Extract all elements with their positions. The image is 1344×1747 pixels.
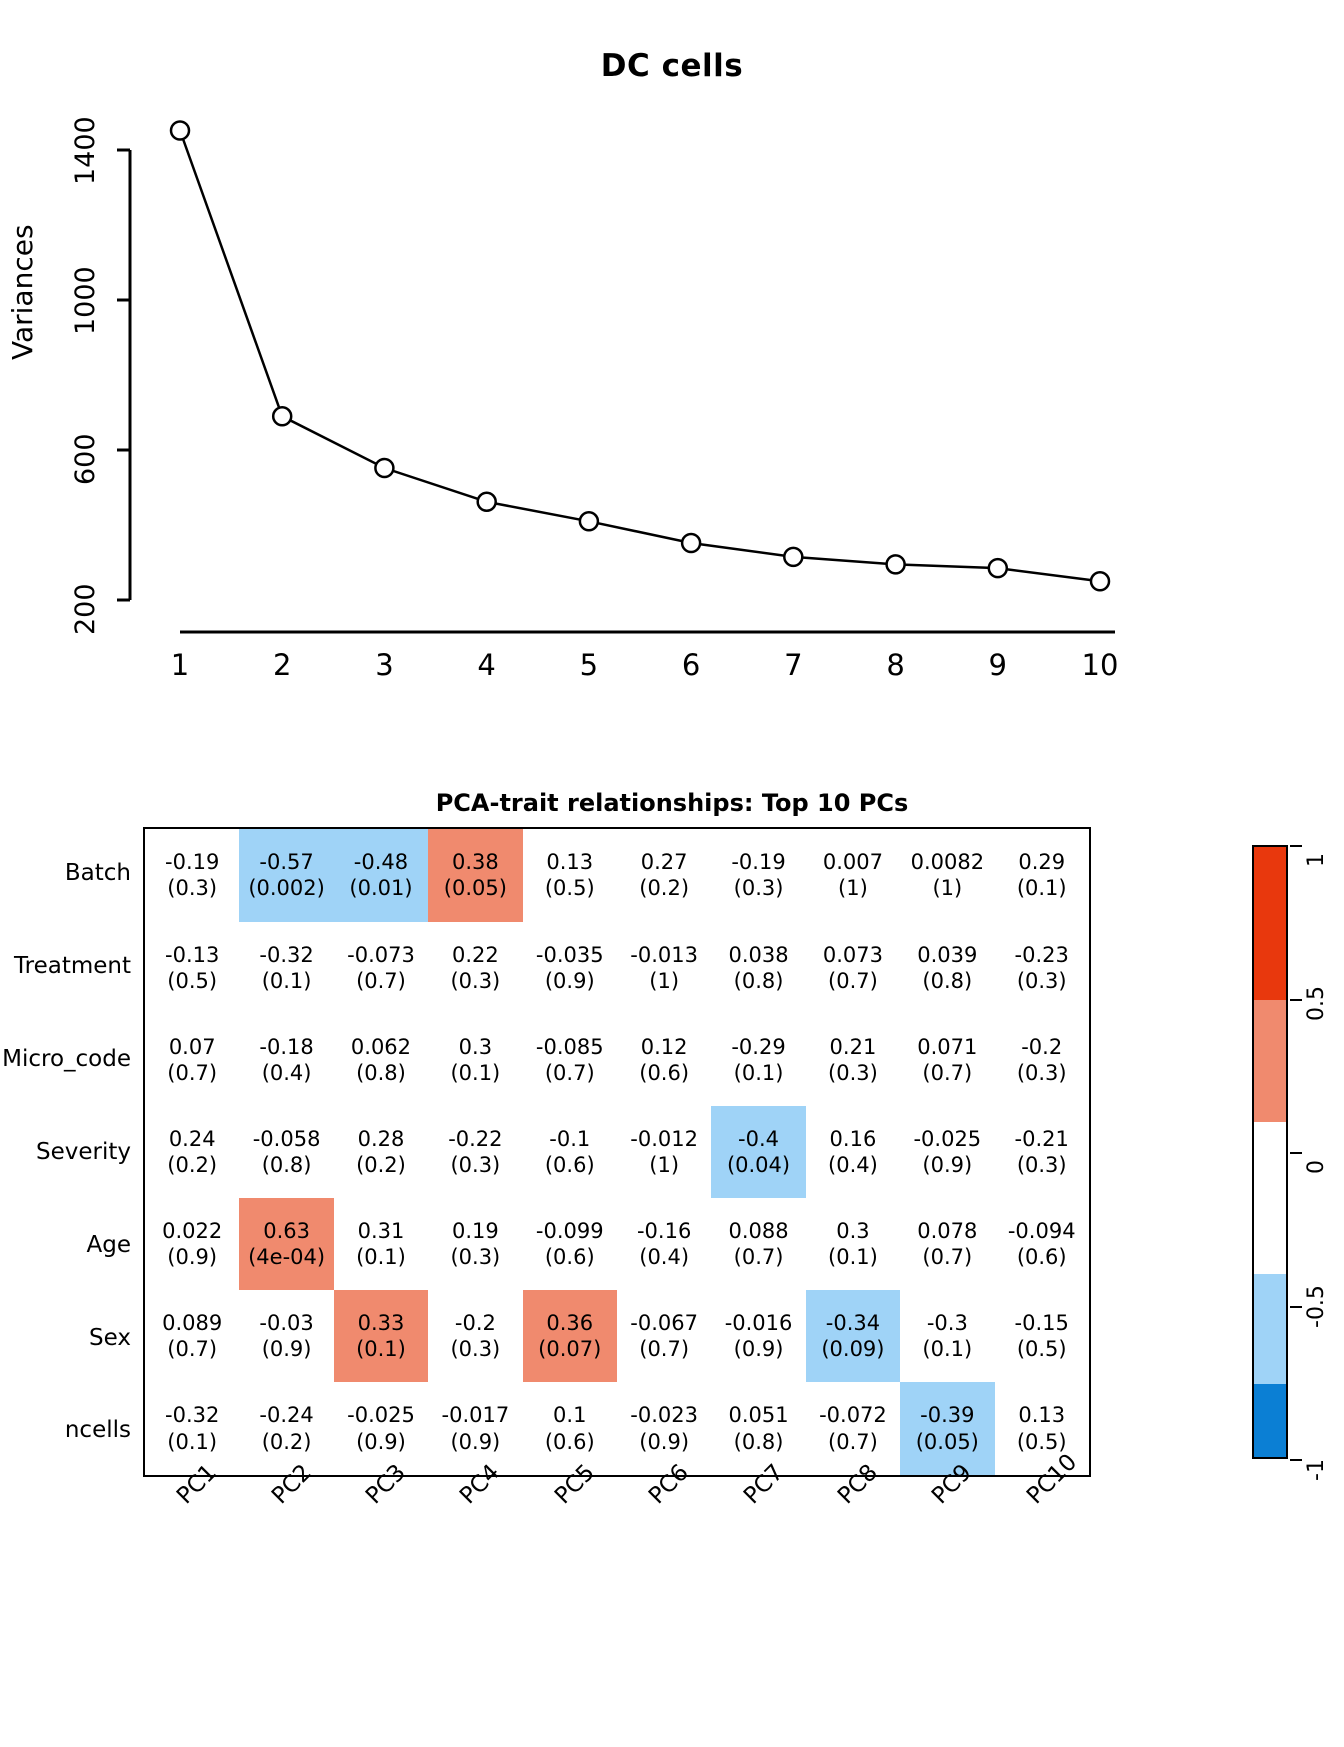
scree-x-tick-label: 2 — [272, 648, 292, 682]
scree-point — [784, 548, 802, 566]
heatmap-cell — [900, 1198, 994, 1290]
heatmap-cell-pvalue: (0.8) — [356, 1060, 406, 1085]
legend-tick-label: -1 — [1304, 1459, 1329, 1481]
heatmap-cell-correlation: -0.4 — [738, 1126, 780, 1151]
heatmap-cell-pvalue: (0.05) — [443, 876, 507, 901]
heatmap-cell-pvalue: (0.1) — [261, 968, 312, 993]
heatmap-column-label: PC5 — [549, 1459, 600, 1510]
heatmap-grid — [143, 827, 1091, 1477]
scree-point — [989, 559, 1007, 577]
heatmap-cell-pvalue: (0.1) — [450, 1060, 501, 1085]
heatmap-cell — [995, 828, 1090, 922]
heatmap-cell — [617, 1106, 711, 1198]
heatmap-cell-correlation: 0.071 — [917, 1034, 978, 1059]
heatmap-cell-correlation: 0.13 — [1018, 1403, 1066, 1428]
heatmap-cell-pvalue: (0.1) — [356, 1337, 406, 1362]
heatmap-cell-pvalue: (0.8) — [261, 1152, 312, 1177]
heatmap-cell-pvalue: (0.3) — [1016, 968, 1067, 993]
heatmap-cell — [239, 1014, 333, 1106]
heatmap-cell — [617, 1014, 711, 1106]
heatmap-cell — [806, 1014, 900, 1106]
heatmap-cell — [711, 1106, 805, 1198]
heatmap-cell-correlation: 0.27 — [640, 850, 688, 875]
heatmap-cell-correlation: -0.16 — [636, 1218, 692, 1243]
legend-seg-strong-red — [1254, 847, 1286, 1000]
heatmap-cell-correlation: 0.073 — [822, 942, 883, 967]
scree-point — [682, 534, 700, 552]
scree-point — [171, 122, 189, 140]
heatmap-cell-pvalue: (0.04) — [726, 1152, 791, 1177]
scree-x-tick-label: 7 — [784, 648, 803, 682]
heatmap-cell-pvalue: (0.7) — [922, 1245, 973, 1270]
heatmap-cell-pvalue: (0.09) — [821, 1337, 885, 1362]
heatmap-row — [144, 922, 1090, 1014]
heatmap-cell — [239, 1290, 333, 1382]
legend-tick-label: -0.5 — [1304, 1284, 1329, 1328]
heatmap-cell-correlation: -0.23 — [1014, 942, 1069, 967]
heatmap-row-label: Treatment — [13, 953, 131, 980]
scree-y-axis-label: Variances — [6, 224, 39, 360]
heatmap-cell — [900, 922, 994, 1014]
heatmap-cell-pvalue: (0.3) — [450, 1152, 501, 1177]
heatmap-row — [144, 1014, 1090, 1106]
heatmap-cell-correlation: 0.062 — [350, 1034, 412, 1059]
heatmap-cell-correlation: 0.007 — [822, 850, 883, 875]
heatmap-row — [144, 828, 1090, 922]
heatmap-cell-pvalue: (0.3) — [733, 876, 784, 901]
heatmap-cell-correlation: -0.085 — [535, 1034, 604, 1059]
heatmap-cell-correlation: -0.2 — [1021, 1034, 1063, 1059]
heatmap-cell-correlation: 0.28 — [357, 1126, 405, 1151]
heatmap-cell-pvalue: (0.7) — [639, 1337, 690, 1362]
heatmap-cell — [617, 922, 711, 1014]
heatmap-cell — [617, 1290, 711, 1382]
heatmap-column-label: PC10 — [1021, 1449, 1083, 1510]
heatmap-cell — [523, 1198, 617, 1290]
heatmap-column-label: PC8 — [833, 1459, 883, 1510]
heatmap-cell-correlation: -0.035 — [535, 942, 604, 967]
heatmap-cell-correlation: 0.078 — [917, 1218, 978, 1243]
heatmap-cell — [617, 1382, 711, 1476]
heatmap-cell — [144, 1198, 239, 1290]
heatmap — [2, 827, 1329, 1510]
heatmap-cell-pvalue: (0.1) — [733, 1060, 784, 1085]
heatmap-cell — [806, 1290, 900, 1382]
heatmap-column-label: PC6 — [644, 1459, 695, 1510]
heatmap-cell-correlation: -0.15 — [1014, 1310, 1069, 1335]
heatmap-cell-pvalue: (0.8) — [733, 968, 784, 993]
heatmap-cell-correlation: -0.3 — [926, 1310, 968, 1335]
heatmap-row — [144, 1382, 1090, 1476]
heatmap-cell — [428, 1382, 522, 1476]
heatmap-cell — [806, 1106, 900, 1198]
scree-point — [273, 407, 291, 425]
heatmap-row-label: Severity — [36, 1138, 131, 1165]
heatmap-cell-correlation: 0.3 — [836, 1218, 870, 1243]
heatmap-cell-correlation: 0.16 — [829, 1126, 877, 1151]
heatmap-cell — [144, 922, 239, 1014]
heatmap-cell-correlation: -0.24 — [259, 1403, 314, 1428]
heatmap-cell — [711, 1290, 805, 1382]
scree-x-tick-label: 1 — [170, 648, 190, 682]
heatmap-cell — [711, 1198, 805, 1290]
heatmap-cell-correlation: -0.19 — [731, 850, 786, 875]
heatmap-cell-correlation: 0.1 — [553, 1403, 587, 1428]
heatmap-cell — [806, 1382, 900, 1476]
heatmap-cell — [239, 828, 333, 922]
heatmap-cell-pvalue: (0.3) — [450, 1245, 501, 1270]
heatmap-cell-correlation: -0.067 — [630, 1310, 698, 1335]
heatmap-cell — [900, 1290, 994, 1382]
heatmap-cell-pvalue: (0.3) — [450, 968, 501, 993]
scree-y-tick-label: 1000 — [70, 266, 101, 335]
heatmap-cell-correlation: 0.038 — [728, 942, 789, 967]
heatmap-cell-pvalue: (0.2) — [356, 1152, 406, 1177]
heatmap-cell-correlation: 0.33 — [357, 1310, 405, 1335]
heatmap-cell-correlation: -0.34 — [825, 1310, 881, 1335]
heatmap-cell — [711, 922, 805, 1014]
heatmap-cell — [239, 1106, 333, 1198]
heatmap-cell-correlation: -0.025 — [347, 1403, 415, 1428]
scree-y-tick-label: 1400 — [70, 116, 101, 185]
heatmap-cell-pvalue: (0.7) — [544, 1060, 595, 1085]
scree-point — [478, 493, 496, 511]
heatmap-cell-pvalue: (0.7) — [733, 1245, 784, 1270]
heatmap-row-label: Age — [86, 1231, 131, 1258]
scree-y-tick-label: 200 — [70, 583, 101, 635]
heatmap-cell-correlation: 0.022 — [162, 1218, 223, 1243]
scree-x-tick-label: 3 — [375, 648, 394, 682]
heatmap-cell-pvalue: (0.05) — [915, 1429, 979, 1454]
legend-tick-label: 0 — [1304, 1160, 1329, 1174]
legend-tick-label: 0.5 — [1304, 985, 1329, 1021]
scree-point — [580, 512, 598, 530]
legend-tick — [1290, 1459, 1302, 1461]
heatmap-cell — [144, 1382, 239, 1476]
heatmap-cell — [239, 1198, 333, 1290]
heatmap-cell — [995, 922, 1090, 1014]
heatmap-cell-pvalue: (1) — [649, 968, 680, 993]
scree-point — [1091, 572, 1109, 590]
heatmap-cell — [523, 1382, 617, 1476]
heatmap-cell-pvalue: (0.01) — [349, 876, 413, 901]
heatmap-cell-correlation: 0.29 — [1018, 850, 1066, 875]
heatmap-row-label: ncells — [64, 1417, 131, 1444]
scree-x-tick-label: 5 — [579, 648, 599, 682]
heatmap-cell-pvalue: (0.1) — [828, 1245, 878, 1270]
heatmap-cell-pvalue: (0.6) — [544, 1152, 595, 1177]
heatmap-cell-correlation: 0.36 — [546, 1310, 594, 1335]
heatmap-cell-pvalue: (0.9) — [639, 1429, 690, 1454]
heatmap-cell — [806, 1198, 900, 1290]
heatmap-cell — [995, 1014, 1090, 1106]
heatmap-cell-correlation: 0.12 — [640, 1034, 688, 1059]
heatmap-cell-correlation: -0.023 — [630, 1403, 698, 1428]
heatmap-cell — [428, 1106, 522, 1198]
heatmap-cell-pvalue: (0.3) — [167, 876, 218, 901]
heatmap-cell — [144, 1014, 239, 1106]
heatmap-cell — [523, 828, 617, 922]
heatmap-cell-correlation: -0.22 — [448, 1126, 503, 1151]
heatmap-row-label: Micro_code — [2, 1046, 131, 1073]
heatmap-cell-pvalue: (0.7) — [167, 1337, 218, 1362]
heatmap-cell — [144, 1106, 239, 1198]
legend-seg-light-red — [1254, 1000, 1286, 1122]
heatmap-column-label: PC7 — [738, 1459, 789, 1510]
heatmap-cell — [239, 1382, 333, 1476]
heatmap-cell — [523, 1014, 617, 1106]
heatmap-column-label: PC2 — [266, 1459, 317, 1510]
heatmap-cell — [617, 1198, 711, 1290]
heatmap-cell — [144, 828, 239, 922]
heatmap-cell — [711, 1014, 805, 1106]
heatmap-cell-pvalue: (0.9) — [922, 1152, 973, 1177]
heatmap-cell-correlation: -0.017 — [441, 1403, 510, 1428]
heatmap-cell-correlation: -0.2 — [454, 1310, 496, 1335]
legend-seg-white — [1254, 1122, 1286, 1275]
heatmap-cell-pvalue: (1) — [932, 876, 963, 901]
legend-tick-label: 1 — [1304, 853, 1329, 867]
heatmap-cell-pvalue: (0.5) — [1016, 1337, 1067, 1362]
heatmap-cell-pvalue: (0.2) — [639, 876, 690, 901]
heatmap-column-label: PC4 — [455, 1459, 506, 1510]
heatmap-cell-correlation: 0.13 — [546, 850, 594, 875]
heatmap-cell — [334, 1106, 428, 1198]
heatmap-cell-pvalue: (0.9) — [261, 1337, 312, 1362]
scree-x-tick-label: 8 — [886, 648, 905, 682]
heatmap-cell — [334, 1014, 428, 1106]
heatmap-cell-pvalue: (0.9) — [733, 1337, 784, 1362]
heatmap-cell — [239, 922, 333, 1014]
heatmap-column-labels — [143, 1449, 1087, 1589]
scree-point — [375, 459, 393, 477]
heatmap-cell-pvalue: (0.7) — [828, 1429, 878, 1454]
heatmap-color-legend — [1246, 827, 1344, 1481]
heatmap-cell-pvalue: (0.7) — [828, 968, 878, 993]
scree-plot-canvas — [0, 110, 1344, 690]
heatmap-cell-pvalue: (0.7) — [356, 968, 406, 993]
heatmap-cell-pvalue: (0.2) — [167, 1152, 218, 1177]
heatmap-cell-pvalue: (0.002) — [248, 876, 325, 901]
heatmap-cell — [334, 828, 428, 922]
heatmap-cell — [900, 828, 994, 922]
legend-tick — [1290, 845, 1302, 847]
heatmap-cell — [144, 1290, 239, 1382]
heatmap-column-label: PC3 — [361, 1459, 411, 1510]
heatmap-cell-correlation: 0.19 — [451, 1218, 499, 1243]
heatmap-cell-correlation: -0.18 — [259, 1034, 314, 1059]
heatmap-cell-correlation: 0.07 — [168, 1034, 216, 1059]
heatmap-cell-correlation: -0.012 — [630, 1126, 698, 1151]
legend-tick — [1290, 999, 1302, 1001]
scree-plot-title: DC cells — [600, 48, 744, 84]
heatmap-cell-correlation: -0.094 — [1007, 1218, 1076, 1243]
heatmap-cell-correlation: -0.29 — [731, 1034, 786, 1059]
legend-tick — [1290, 1152, 1302, 1154]
heatmap-cell — [523, 922, 617, 1014]
heatmap-cell-pvalue: (0.5) — [1016, 1429, 1067, 1454]
heatmap-cell-pvalue: (0.7) — [922, 1060, 973, 1085]
heatmap-cell-correlation: -0.073 — [347, 942, 415, 967]
heatmap-row — [144, 1290, 1090, 1382]
heatmap-cell-pvalue: (0.9) — [167, 1245, 218, 1270]
heatmap-cell — [995, 1198, 1090, 1290]
heatmap-cell-correlation: 0.039 — [917, 942, 978, 967]
heatmap-cell-pvalue: (0.6) — [544, 1245, 595, 1270]
heatmap-cell-pvalue: (1) — [838, 876, 868, 901]
legend-tick — [1290, 1306, 1302, 1308]
heatmap-cell-pvalue: (0.9) — [450, 1429, 501, 1454]
heatmap-cell — [806, 828, 900, 922]
heatmap-cell-correlation: 0.088 — [728, 1218, 789, 1243]
heatmap-cell-correlation: -0.32 — [165, 1403, 220, 1428]
heatmap-column-label: PC1 — [172, 1459, 223, 1510]
heatmap-cell — [334, 1198, 428, 1290]
heatmap-cell — [617, 828, 711, 922]
heatmap-row — [144, 1106, 1090, 1198]
heatmap-cell-pvalue: (0.4) — [639, 1245, 690, 1270]
heatmap-cell-correlation: -0.013 — [630, 942, 698, 967]
heatmap-cell-pvalue: (0.9) — [356, 1429, 406, 1454]
heatmap-cell-correlation: -0.13 — [165, 942, 220, 967]
heatmap-cell — [428, 1290, 522, 1382]
heatmap-cell-pvalue: (0.3) — [1016, 1060, 1067, 1085]
heatmap-cell-correlation: 0.31 — [357, 1218, 405, 1243]
heatmap-row-label: Batch — [64, 860, 131, 887]
heatmap-cell-correlation: 0.22 — [451, 942, 499, 967]
heatmap-cell-correlation: 0.24 — [168, 1126, 216, 1151]
heatmap-cell-correlation: -0.57 — [259, 850, 314, 875]
heatmap-cell-pvalue: (0.7) — [167, 1060, 218, 1085]
heatmap-cell — [334, 922, 428, 1014]
heatmap-row-label: Sex — [89, 1324, 131, 1351]
heatmap-cell-pvalue: (0.07) — [538, 1337, 602, 1362]
heatmap-cell-correlation: 0.21 — [829, 1034, 877, 1059]
scree-y-tick-label: 600 — [70, 433, 101, 485]
heatmap-cell-pvalue: (0.8) — [733, 1429, 784, 1454]
heatmap-cell — [523, 1106, 617, 1198]
heatmap-cell-pvalue: (0.9) — [544, 968, 595, 993]
heatmap-cell — [900, 1106, 994, 1198]
heatmap-cell-pvalue: (0.3) — [828, 1060, 878, 1085]
heatmap-cell-correlation: -0.099 — [535, 1218, 604, 1243]
heatmap-cell — [806, 922, 900, 1014]
heatmap-cell — [900, 1014, 994, 1106]
heatmap-cell — [711, 1382, 805, 1476]
heatmap-cell-correlation: -0.072 — [819, 1403, 887, 1428]
heatmap-cell-pvalue: (0.4) — [261, 1060, 312, 1085]
heatmap-cell — [523, 1290, 617, 1382]
heatmap-cell — [428, 922, 522, 1014]
legend-seg-light-blue — [1254, 1274, 1286, 1384]
scree-plot — [0, 110, 1344, 690]
heatmap-cell-pvalue: (1) — [649, 1152, 680, 1177]
heatmap-row — [144, 1198, 1090, 1290]
heatmap-cell-correlation: -0.21 — [1014, 1126, 1069, 1151]
heatmap-cell-pvalue: (0.4) — [828, 1152, 878, 1177]
heatmap-cell-pvalue: (4e-04) — [248, 1245, 326, 1270]
heatmap-cell — [428, 1198, 522, 1290]
scree-x-tick-label: 10 — [1081, 648, 1119, 682]
heatmap-cell — [334, 1382, 428, 1476]
scree-x-tick-label: 9 — [988, 648, 1007, 682]
heatmap-cell-correlation: -0.025 — [913, 1126, 982, 1151]
heatmap-title: PCA-trait relationships: Top 10 PCs — [435, 789, 909, 817]
heatmap-cell-pvalue: (0.3) — [1016, 1152, 1067, 1177]
heatmap-cell-correlation: -0.03 — [259, 1310, 314, 1335]
heatmap-cell-correlation: 0.0082 — [910, 850, 985, 875]
heatmap-cell-pvalue: (0.8) — [922, 968, 973, 993]
heatmap-cell-correlation: -0.39 — [920, 1403, 975, 1428]
heatmap-row-labels — [0, 827, 137, 1477]
heatmap-cell — [428, 828, 522, 922]
heatmap-cell-pvalue: (0.1) — [922, 1337, 973, 1362]
legend-seg-strong-blue — [1254, 1384, 1286, 1457]
heatmap-cell-correlation: 0.3 — [458, 1034, 493, 1059]
heatmap-cell-correlation: -0.1 — [549, 1126, 591, 1151]
heatmap-cell — [428, 1014, 522, 1106]
heatmap-cell-correlation: -0.058 — [252, 1126, 321, 1151]
legend-color-bar — [1252, 845, 1288, 1459]
heatmap-cell-correlation: 0.63 — [263, 1218, 310, 1243]
heatmap-cell-pvalue: (0.6) — [1016, 1245, 1067, 1270]
heatmap-cell-correlation: 0.051 — [728, 1403, 789, 1428]
heatmap-cell-pvalue: (0.5) — [167, 968, 218, 993]
scree-x-tick-label: 6 — [681, 648, 701, 682]
heatmap-cell-pvalue: (0.1) — [167, 1429, 218, 1454]
heatmap-cell — [711, 828, 805, 922]
heatmap-cell-correlation: -0.32 — [259, 942, 314, 967]
heatmap-cell-correlation: 0.089 — [162, 1310, 223, 1335]
scree-point — [887, 555, 905, 573]
heatmap-cell-correlation: -0.48 — [353, 850, 409, 875]
heatmap-column-label: PC9 — [927, 1459, 978, 1510]
heatmap-cell — [334, 1290, 428, 1382]
scree-x-tick-label: 4 — [477, 648, 496, 682]
heatmap-cell-pvalue: (0.1) — [356, 1245, 406, 1270]
heatmap-cell-pvalue: (0.6) — [544, 1429, 595, 1454]
heatmap-cell-pvalue: (0.3) — [450, 1337, 501, 1362]
heatmap-cell-correlation: 0.38 — [451, 850, 499, 875]
heatmap-cell-pvalue: (0.5) — [544, 876, 595, 901]
heatmap-cell-pvalue: (0.1) — [1016, 876, 1067, 901]
heatmap-cell-pvalue: (0.2) — [261, 1429, 312, 1454]
heatmap-cell — [900, 1382, 994, 1476]
heatmap-cell-pvalue: (0.6) — [639, 1060, 690, 1085]
heatmap-cell — [995, 1290, 1090, 1382]
heatmap-cell-correlation: -0.016 — [724, 1310, 793, 1335]
heatmap-cell — [995, 1106, 1090, 1198]
heatmap-cell-correlation: -0.19 — [165, 850, 220, 875]
